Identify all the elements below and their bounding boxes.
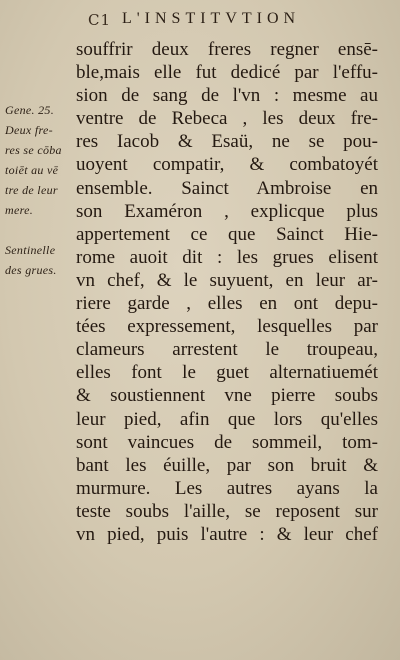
- text-line: ensemble. Sainct Ambroise en: [76, 177, 378, 199]
- text-line: murmure. Les autres ayans la: [76, 477, 378, 499]
- text-line: vn pied, puis l'autre : & leur chef: [76, 523, 378, 545]
- text-line: sion de sang de l'vn : mesme au: [76, 85, 378, 107]
- signature-mark: C1: [88, 11, 112, 29]
- margin-note-reference: Gene. 25.: [5, 103, 55, 117]
- text-line: sont vaincues de sommeil, tom-: [76, 431, 378, 453]
- text-line: teste soubs l'aille, se reposent sur: [76, 500, 378, 522]
- text-line: ventre de Rebeca , les deux fre-: [76, 108, 378, 130]
- margin-notes: [0, 100, 82, 300]
- text-line: souffrir deux freres regner ensē-: [76, 39, 378, 60]
- text-line: bant les éuille, par son bruit &: [76, 454, 378, 476]
- margin-note-freres: Deux fre- res se cōba toiēt au vē tre de leur mere.: [5, 123, 62, 217]
- text-line: riere garde , elles en ont depu-: [76, 293, 378, 315]
- text-line: appertement ce que Sainct Hie-: [76, 223, 378, 245]
- text-line: clameurs arrestent le troupeau,: [76, 339, 378, 361]
- running-head: [0, 10, 400, 32]
- text-line: & soustiennent vne pierre soubs: [76, 385, 378, 407]
- text-line: leur pied, afin que lors qu'elles: [76, 408, 378, 430]
- running-title: L'INSTITVTION: [122, 10, 301, 27]
- text-line: elles font le guet alternatiuemét: [76, 362, 378, 384]
- body-text: [76, 38, 378, 546]
- text-line: tées expressement, lesquelles par: [76, 316, 378, 338]
- text-line: son Examéron , explicque plus: [76, 200, 378, 222]
- text-line: res Iacob & Esaü, ne se pou-: [76, 131, 378, 153]
- text-line: vn chef, & le suyuent, en leur ar-: [76, 269, 378, 291]
- text-line: ble,mais elle fut dedicé par l'effu-: [76, 62, 378, 84]
- margin-note-sentinelle: Sentinelle des grues.: [5, 243, 57, 277]
- text-line: uoyent compatir, & combatoyét: [76, 154, 378, 176]
- text-line: rome auoit dit : les grues elisent: [76, 246, 378, 268]
